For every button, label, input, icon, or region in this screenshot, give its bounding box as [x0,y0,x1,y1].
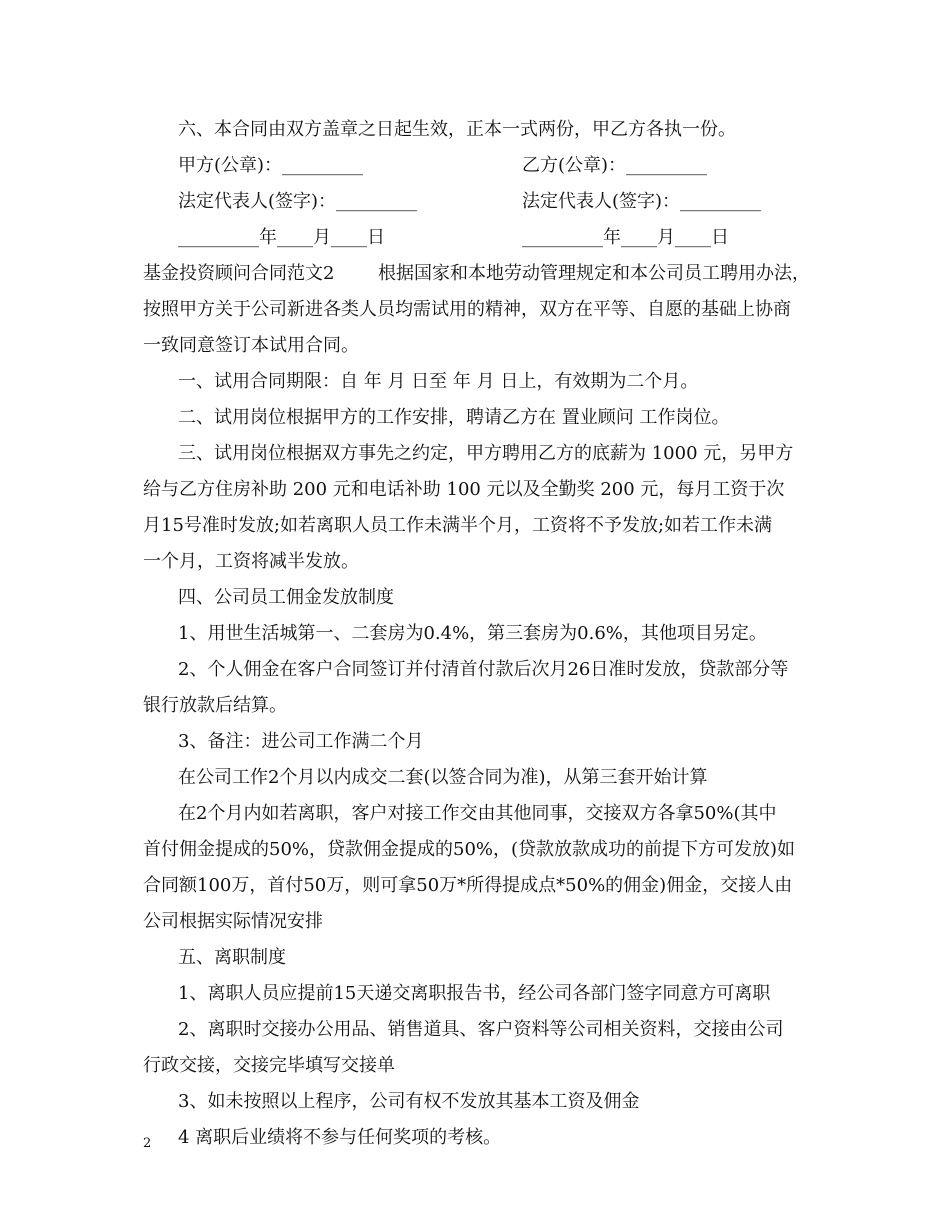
line-text: 一、试用合同期限：自 年 月 日至 年 月 日上，有效期为二个月。 [178,371,699,392]
line-text: 五、离职制度 [178,947,286,968]
paragraph-line [0,976,950,1012]
paragraph-line [0,868,950,904]
line-text: 一致同意签订本试用合同。 [143,335,359,356]
paragraph-line [0,112,950,148]
line-text: 二、试用岗位根据甲方的工作安排，聘请乙方在 置业顾问 工作岗位。 [178,407,730,428]
line-text: 1、用世生活城第一、二套房为0.4%，第三套房为0.6%，其他项目另定。 [178,623,767,644]
section-heading: 基金投资顾问合同范文2 [143,263,335,284]
party-a-representative: 法定代表人(签字)：_________ [178,191,418,212]
line-text: 根据国家和本地劳动管理规定和本公司员工聘用办法， [378,263,810,284]
paragraph-line [0,472,950,508]
line-text: 月15号准时发放;如若离职人员工作未满半个月，工资将不予发放;如若工作未满 [143,515,773,536]
line-text: 3、如未按照以上程序，公司有权不发放其基本工资及佣金 [178,1091,640,1112]
paragraph-line [0,364,950,400]
line-text: 六、本合同由双方盖章之日起生效，正本一式两份，甲乙方各执一份。 [178,119,736,140]
paragraph-line [0,436,950,472]
paragraph-line [0,904,950,940]
paragraph-line [0,724,950,760]
line-text: 在2个月内如若离职，客户对接工作交由其他同事，交接双方各拿50%(其中 [178,803,777,824]
signature-line-date [0,220,950,256]
line-text: 三、试用岗位根据双方事先之约定，甲方聘用乙方的底薪为 1000 元，另甲方 [178,443,794,464]
line-text: 1、离职人员应提前15天递交离职报告书，经公司各部门签字同意方可离职 [178,983,771,1004]
page-number: 2 [143,1136,152,1151]
party-a-date: _________年____月____日 [178,227,385,248]
line-text: 3、备注：进公司工作满二个月 [178,731,424,752]
signature-line-representative [0,184,950,220]
party-a-seal: 甲方(公章)：_________ [178,155,364,176]
signature-line-party [0,148,950,184]
paragraph-line [0,940,950,976]
line-text: 首付佣金提成的50%，贷款佣金提成的50%，(贷款放款成功的前提下方可发放)如 [143,839,796,860]
line-text: 2、个人佣金在客户合同签订并付清首付款后次月26日准时发放，贷款部分等 [178,659,789,680]
line-text: 按照甲方关于公司新进各类人员均需试用的精神，双方在平等、自愿的基础上协商 [143,299,791,320]
line-text: 四、公司员工佣金发放制度 [178,587,394,608]
paragraph-line [0,1084,950,1120]
line-text: 合同额100万，首付50万，则可拿50万*所得提成点*50%的佣金)佣金，交接人由 [143,875,793,896]
paragraph-line [0,508,950,544]
line-text: 银行放款后结算。 [143,695,287,716]
paragraph-line [0,796,950,832]
paragraph-line [0,400,950,436]
line-text: 行政交接，交接完毕填写交接单 [143,1055,395,1076]
party-b-seal: 乙方(公章)：_________ [522,155,708,176]
paragraph-line [0,292,950,328]
line-text: 一个月，工资将减半发放。 [143,551,359,572]
paragraph-line [0,1012,950,1048]
line-text: 在公司工作2个月以内成交二套(以签合同为准)，从第三套开始计算 [178,767,708,788]
paragraph-line [0,760,950,796]
paragraph-line [0,832,950,868]
paragraph-line [0,580,950,616]
paragraph-line [0,1048,950,1084]
paragraph-line [0,652,950,688]
line-text: 2、离职时交接办公用品、销售道具、客户资料等公司相关资料，交接由公司 [178,1019,784,1040]
line-text: 公司根据实际情况安排 [143,911,323,932]
paragraph-line [0,616,950,652]
paragraph-line [0,544,950,580]
section-heading-line [0,256,950,292]
line-text: 4 离职后业绩将不参与任何奖项的考核。 [178,1127,502,1148]
line-text: 给与乙方住房补助 200 元和电话补助 100 元以及全勤奖 200 元，每月工资于次 [143,479,785,500]
party-b-date: _________年____月____日 [522,227,729,248]
paragraph-line [0,328,950,364]
paragraph-line [0,688,950,724]
party-b-representative: 法定代表人(签字)：_________ [522,191,762,212]
